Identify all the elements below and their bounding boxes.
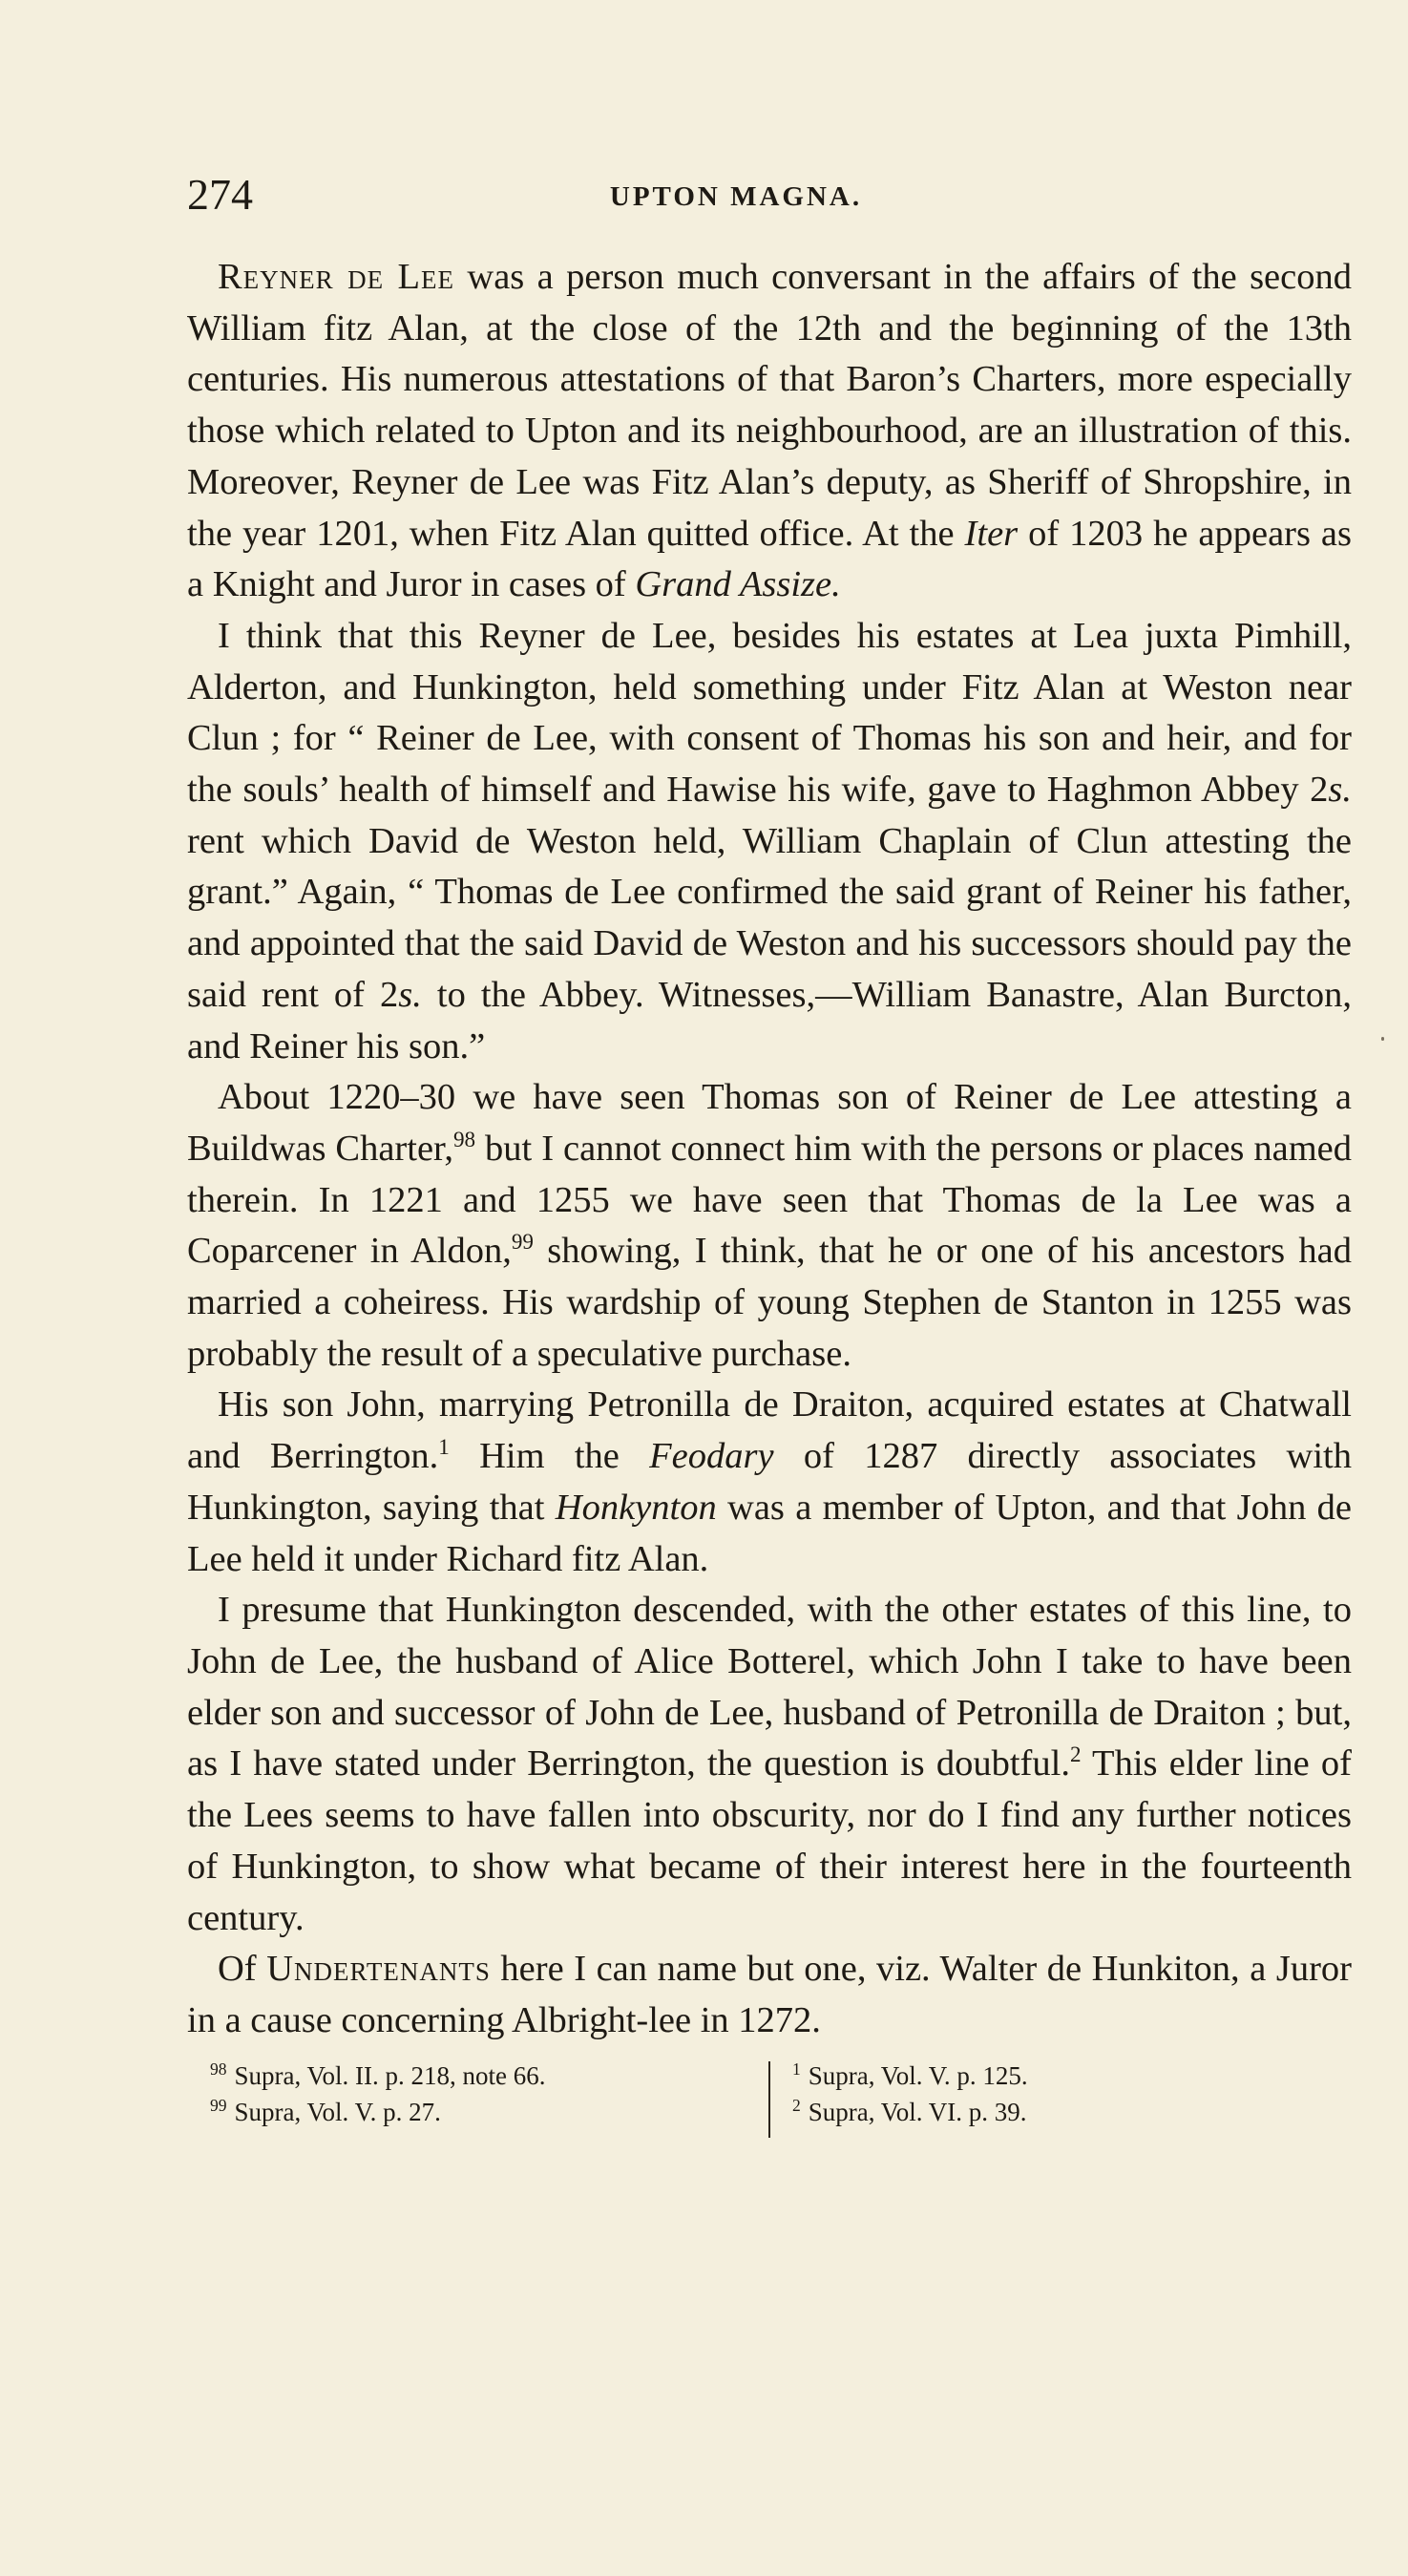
text-run: here I can name but one, viz. Walter de Hunkiton, a Juror in a cause concerning Albright-lee in 1272. <box>187 1949 1353 2040</box>
text-run: of 1203 he appears as a Knight and Juror in cases of <box>187 513 1352 605</box>
paragraph <box>187 611 1352 1072</box>
paragraph <box>187 1072 1352 1380</box>
footnote-text: Supra, Vol. VI. p. 39. <box>808 2098 1027 2126</box>
page-header <box>187 168 1228 225</box>
smallcaps-text: Reyner de Lee <box>218 257 454 297</box>
text-run: I presume that Hunkington descended, with the other estates of this line, to John de Lee, the husband of Alice Botterel, which John I take to have been elder son and successor of John de Lee, husband of Petronilla de Draiton ; but, as I have stated under Berrington, the question is doubtful. <box>187 1590 1352 1784</box>
footnote-number: 2 <box>792 2096 801 2115</box>
text-run: About 1220–30 we have seen Thomas son of Reiner de Lee attesting a Buildwas Charter, <box>187 1077 1352 1169</box>
footnote-ref: 1 <box>438 1434 450 1460</box>
footnote <box>210 2058 745 2094</box>
footnote-text: Supra, Vol. V. p. 27. <box>234 2098 441 2126</box>
text-run: but I cannot connect him with the persons or places named therein. In 1221 and 1255 we have seen that Thomas de la Lee was a Coparcener in Aldon, <box>187 1128 1352 1272</box>
italic-text: Honkynton <box>555 1487 717 1528</box>
footnote-text: Supra, Vol. II. p. 218, note 66. <box>234 2061 546 2090</box>
footnote-number: 99 <box>210 2096 227 2115</box>
footnote <box>792 2058 1174 2094</box>
text-run: His son John, marrying Petronilla de Draiton, acquired estates at Chatwall and Berrington. <box>187 1384 1352 1477</box>
paragraph <box>187 1944 1352 2046</box>
page-number: 274 <box>187 170 253 219</box>
smallcaps-text: Undertenants <box>266 1949 491 1990</box>
footnote-ref: 99 <box>511 1229 534 1255</box>
text-run: was a member of Upton, and that John de Lee held it under Richard fitz Alan. <box>187 1487 1352 1579</box>
italic-text: s. <box>398 974 422 1015</box>
text-run: to the Abbey. Witnesses,—William Banastre, Alan Burcton, and Reiner his son.” <box>187 974 1352 1066</box>
italic-text: Iter <box>964 513 1019 554</box>
text-run: of 1287 directly associates with Hunkington, saying that <box>187 1436 1353 1528</box>
footnote-divider <box>768 2061 770 2138</box>
text-run: was a person much conversant in the affairs of the second William fitz Alan, at the close of the 12th and the beginning of the 13th centuries. His numerous attestations of that Baron’s Charters, more especially those which related to Upton and its neighbourhood, are an illustration of this. Moreover, Reyner de Lee was Fitz Alan’s deputy, as Sheriff of Shropshire, in the year 1201, when Fitz Alan quitted office. At the <box>187 257 1352 554</box>
footnote-column-left <box>210 2058 745 2130</box>
italic-text: Grand Assize. <box>635 564 841 605</box>
text-run: showing, I think, that he or one of his ancestors had married a coheiress. His wardship of young Stephen de Stanton in 1255 was probably the result of a speculative purchase. <box>187 1231 1353 1374</box>
paragraph <box>187 1585 1352 1944</box>
paragraph <box>187 1380 1352 1585</box>
paragraph <box>187 252 1352 611</box>
running-title: UPTON MAGNA. <box>609 181 863 212</box>
footnote <box>210 2094 745 2130</box>
footnote-ref: 2 <box>1069 1742 1082 1767</box>
footnote-number: 1 <box>792 2059 801 2079</box>
body-text <box>187 252 1352 2047</box>
text-run: rent which David de Weston held, William Chaplain of Clun attesting the grant.” Again, “ Thomas de Lee confirmed the said grant of Reiner his father, and appointed that the said David de Weston and his successors should pay the said rent of 2 <box>187 820 1352 1015</box>
text-run: I think that this Reyner de Lee, besides his estates at Lea juxta Pimhill, Alderton, and Hunkington, held something under Fitz Alan at Weston near Clun ; for “ Reiner de Lee, with consent of Thomas his son and heir, and for the souls’ health of himself and Hawise his wife, gave to Haghmon Abbey 2 <box>187 615 1352 811</box>
paper-blemish <box>1381 1037 1384 1041</box>
text-run: This elder line of the Lees seems to have fallen into obscurity, nor do I find any further notices of Hunkington, to show what became of their interest here in the fourteenth century. <box>187 1743 1352 1938</box>
footnote-column-right <box>792 2058 1174 2130</box>
footnote <box>792 2094 1174 2130</box>
italic-text: Feodary <box>649 1436 774 1477</box>
footnote-number: 98 <box>210 2059 227 2079</box>
italic-text: s. <box>1328 770 1352 811</box>
footnotes <box>210 2058 1165 2163</box>
text-run: Him the <box>449 1436 650 1477</box>
footnote-ref: 98 <box>452 1127 476 1152</box>
footnote-text: Supra, Vol. V. p. 125. <box>808 2061 1028 2090</box>
text-run: Of <box>218 1949 267 1990</box>
